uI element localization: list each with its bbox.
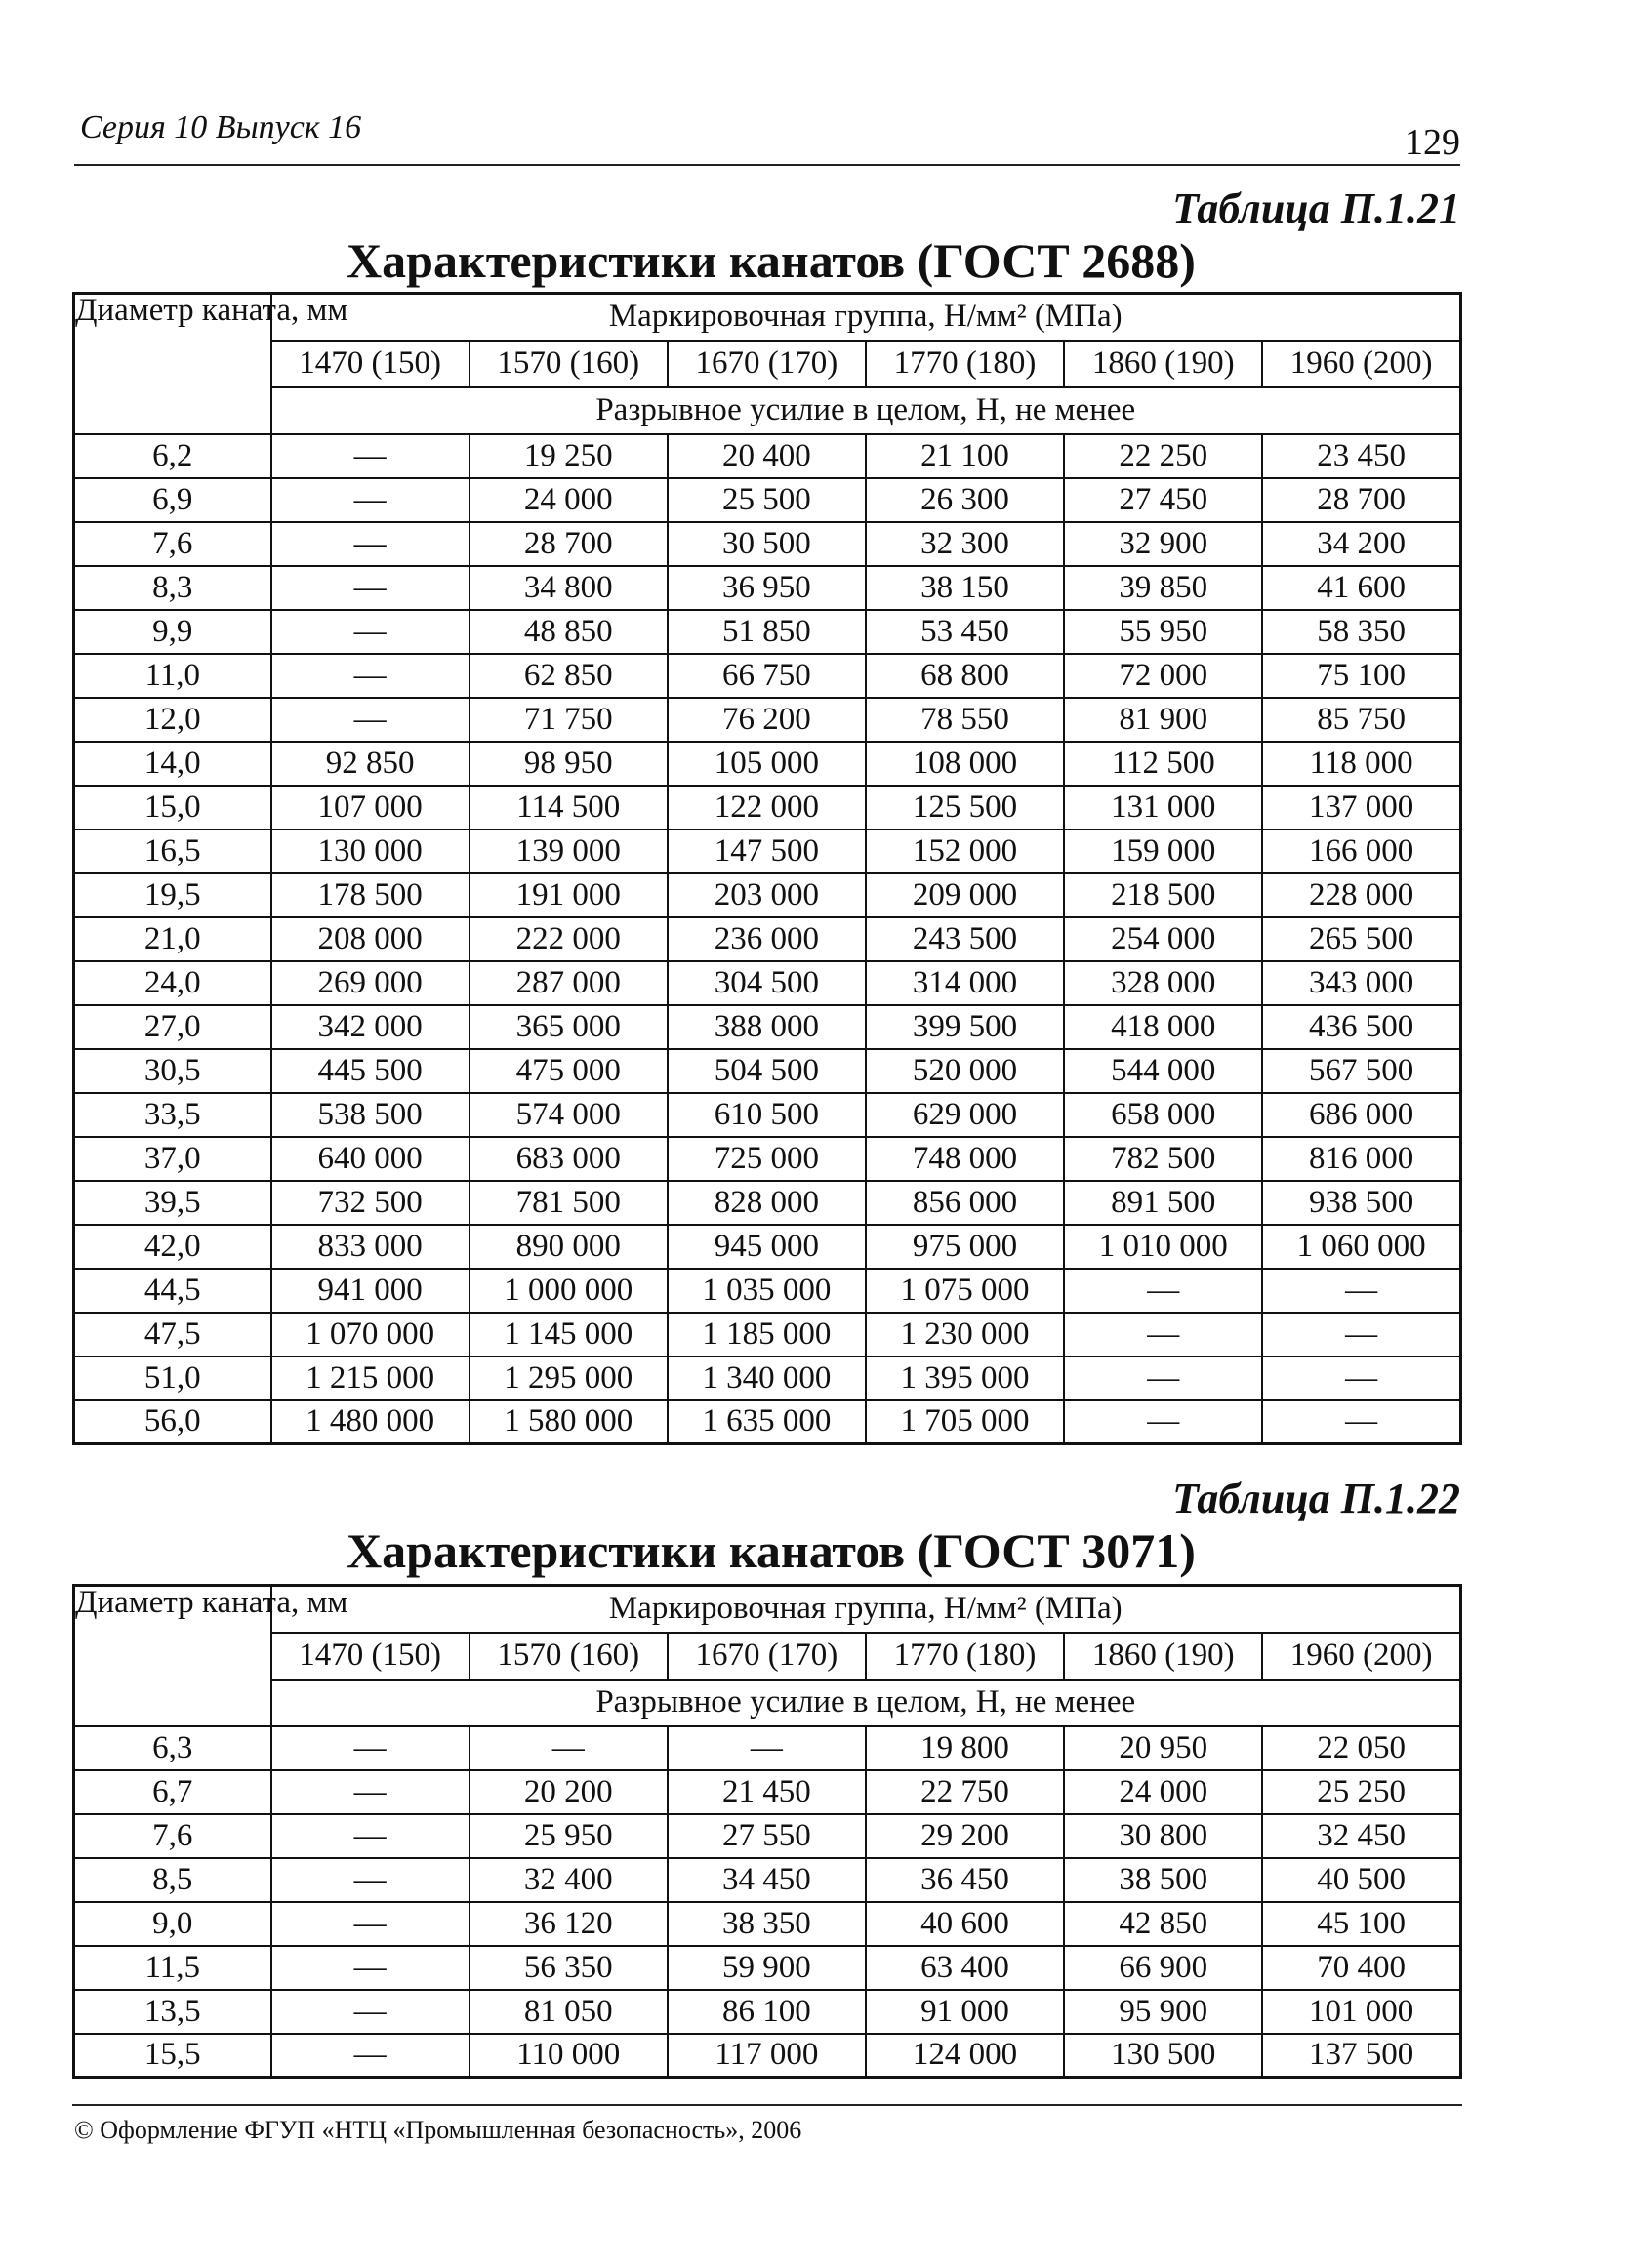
force-cell: 72 000 <box>1064 654 1262 698</box>
force-cell: 781 500 <box>470 1181 668 1225</box>
table-row <box>74 1902 1461 1946</box>
force-cell: 41 600 <box>1262 566 1460 610</box>
force-cell: 1 480 000 <box>271 1400 470 1444</box>
force-cell: 55 950 <box>1064 610 1262 654</box>
force-cell: 34 200 <box>1262 522 1460 566</box>
force-cell: 26 300 <box>866 478 1064 522</box>
diameter-cell: 39,5 <box>74 1181 271 1225</box>
force-cell: 304 500 <box>668 961 866 1005</box>
table1-gost-2688 <box>72 292 1462 1445</box>
force-cell: 782 500 <box>1064 1137 1262 1181</box>
force-cell: 56 350 <box>470 1946 668 1990</box>
force-cell: — <box>1262 1357 1460 1400</box>
force-cell: 748 000 <box>866 1137 1064 1181</box>
force-cell: 45 100 <box>1262 1902 1460 1946</box>
force-cell: 38 350 <box>668 1902 866 1946</box>
table1-group-col: 1860 (190) <box>1064 341 1262 387</box>
table-row <box>74 1946 1461 1990</box>
force-cell: 19 800 <box>866 1726 1064 1770</box>
force-cell: 945 000 <box>668 1225 866 1269</box>
force-cell: 25 950 <box>470 1814 668 1858</box>
force-cell: 130 000 <box>271 830 470 873</box>
force-cell: 86 100 <box>668 1990 866 2034</box>
force-cell: 222 000 <box>470 917 668 961</box>
diameter-cell: 27,0 <box>74 1005 271 1049</box>
force-cell: 475 000 <box>470 1049 668 1093</box>
force-cell: — <box>1262 1313 1460 1357</box>
force-cell: 117 000 <box>668 2034 866 2078</box>
diameter-cell: 6,3 <box>74 1726 271 1770</box>
force-cell: — <box>271 1946 470 1990</box>
table2-group-col: 1960 (200) <box>1262 1633 1460 1680</box>
series-label: Серия 10 Выпуск 16 <box>80 109 362 145</box>
force-cell: 178 500 <box>271 873 470 917</box>
force-cell: 1 395 000 <box>866 1357 1064 1400</box>
diameter-cell: 47,5 <box>74 1313 271 1357</box>
force-cell: 107 000 <box>271 786 470 830</box>
force-cell: 1 070 000 <box>271 1313 470 1357</box>
force-cell: 828 000 <box>668 1181 866 1225</box>
diameter-cell: 6,2 <box>74 434 271 478</box>
table2-caption: Таблица П.1.22 <box>1172 1475 1460 1522</box>
table2-body <box>74 1586 1461 2078</box>
force-cell: 23 450 <box>1262 434 1460 478</box>
force-cell: 66 750 <box>668 654 866 698</box>
force-cell: 1 000 000 <box>470 1269 668 1313</box>
force-cell: 1 340 000 <box>668 1357 866 1400</box>
force-cell: 110 000 <box>470 2034 668 2078</box>
table-row <box>74 1814 1461 1858</box>
table-row <box>74 2034 1461 2078</box>
force-cell: 856 000 <box>866 1181 1064 1225</box>
table-row <box>74 698 1461 742</box>
force-cell: 209 000 <box>866 873 1064 917</box>
force-cell: 1 145 000 <box>470 1313 668 1357</box>
force-cell: 147 500 <box>668 830 866 873</box>
force-cell: 941 000 <box>271 1269 470 1313</box>
force-cell: 418 000 <box>1064 1005 1262 1049</box>
diameter-cell: 12,0 <box>74 698 271 742</box>
force-cell: — <box>271 1814 470 1858</box>
force-cell: — <box>470 1726 668 1770</box>
copyright-footer: © Оформление ФГУП «НТЦ «Промышленная безопасность», 2006 <box>74 2116 802 2144</box>
force-cell: 112 500 <box>1064 742 1262 786</box>
force-cell: 22 750 <box>866 1770 1064 1814</box>
force-cell: 91 000 <box>866 1990 1064 2034</box>
table-row <box>74 1181 1461 1225</box>
force-cell: 81 050 <box>470 1990 668 2034</box>
force-cell: 236 000 <box>668 917 866 961</box>
force-cell: — <box>271 2034 470 2078</box>
table-row <box>74 1858 1461 1902</box>
force-cell: 1 060 000 <box>1262 1225 1460 1269</box>
table-row <box>74 1093 1461 1137</box>
table-row <box>74 610 1461 654</box>
table-row <box>74 1049 1461 1093</box>
diameter-cell: 6,9 <box>74 478 271 522</box>
diameter-cell: 16,5 <box>74 830 271 873</box>
table-row <box>74 1225 1461 1269</box>
force-cell: 36 950 <box>668 566 866 610</box>
force-cell: 27 450 <box>1064 478 1262 522</box>
force-cell: 243 500 <box>866 917 1064 961</box>
force-cell: — <box>668 1726 866 1770</box>
force-cell: 254 000 <box>1064 917 1262 961</box>
force-cell: 343 000 <box>1262 961 1460 1005</box>
diameter-cell: 24,0 <box>74 961 271 1005</box>
force-cell: 1 580 000 <box>470 1400 668 1444</box>
force-cell: 388 000 <box>668 1005 866 1049</box>
force-cell: 504 500 <box>668 1049 866 1093</box>
table-row <box>74 1269 1461 1313</box>
force-cell: 159 000 <box>1064 830 1262 873</box>
force-cell: — <box>271 1902 470 1946</box>
force-cell: — <box>271 434 470 478</box>
force-cell: 40 500 <box>1262 1858 1460 1902</box>
force-cell: 32 450 <box>1262 1814 1460 1858</box>
table-row <box>74 961 1461 1005</box>
diameter-cell: 7,6 <box>74 1814 271 1858</box>
force-cell: — <box>1064 1313 1262 1357</box>
force-cell: 725 000 <box>668 1137 866 1181</box>
force-cell: 130 500 <box>1064 2034 1262 2078</box>
force-cell: 1 035 000 <box>668 1269 866 1313</box>
force-cell: 29 200 <box>866 1814 1064 1858</box>
force-cell: 51 850 <box>668 610 866 654</box>
force-cell: 890 000 <box>470 1225 668 1269</box>
force-cell: 445 500 <box>271 1049 470 1093</box>
diameter-cell: 15,0 <box>74 786 271 830</box>
table-row <box>74 1990 1461 2034</box>
force-cell: 40 600 <box>866 1902 1064 1946</box>
force-cell: 732 500 <box>271 1181 470 1225</box>
force-cell: 658 000 <box>1064 1093 1262 1137</box>
table2-group-col: 1670 (170) <box>668 1633 866 1680</box>
diameter-cell: 37,0 <box>74 1137 271 1181</box>
force-cell: 78 550 <box>866 698 1064 742</box>
force-cell: 314 000 <box>866 961 1064 1005</box>
force-cell: 20 200 <box>470 1770 668 1814</box>
force-cell: — <box>271 566 470 610</box>
force-cell: 95 900 <box>1064 1990 1262 2034</box>
force-cell: 71 750 <box>470 698 668 742</box>
force-cell: — <box>271 610 470 654</box>
force-cell: 265 500 <box>1262 917 1460 961</box>
force-cell: 1 185 000 <box>668 1313 866 1357</box>
force-cell: — <box>271 1990 470 2034</box>
force-cell: — <box>271 698 470 742</box>
force-cell: 21 450 <box>668 1770 866 1814</box>
force-cell: 137 000 <box>1262 786 1460 830</box>
force-cell: 30 800 <box>1064 1814 1262 1858</box>
force-cell: 122 000 <box>668 786 866 830</box>
force-cell: 21 100 <box>866 434 1064 478</box>
force-cell: 19 250 <box>470 434 668 478</box>
table-row <box>74 566 1461 610</box>
force-cell: 98 950 <box>470 742 668 786</box>
force-cell: 101 000 <box>1262 1990 1460 2034</box>
force-cell: 22 250 <box>1064 434 1262 478</box>
force-cell: 269 000 <box>271 961 470 1005</box>
force-cell: 25 500 <box>668 478 866 522</box>
force-cell: — <box>1262 1400 1460 1444</box>
force-cell: 63 400 <box>866 1946 1064 1990</box>
table-row <box>74 1400 1461 1444</box>
force-cell: 28 700 <box>1262 478 1460 522</box>
force-cell: 34 450 <box>668 1858 866 1902</box>
table2-group-col: 1860 (190) <box>1064 1633 1262 1680</box>
footer-divider <box>72 2104 1462 2106</box>
table1-group-col: 1960 (200) <box>1262 341 1460 387</box>
diameter-cell: 33,5 <box>74 1093 271 1137</box>
force-cell: 48 850 <box>470 610 668 654</box>
force-cell: 567 500 <box>1262 1049 1460 1093</box>
table1-group-col: 1770 (180) <box>866 341 1064 387</box>
diameter-cell: 8,3 <box>74 566 271 610</box>
diameter-cell: 21,0 <box>74 917 271 961</box>
diameter-cell: 15,5 <box>74 2034 271 2078</box>
diameter-cell: 7,6 <box>74 522 271 566</box>
force-cell: 34 800 <box>470 566 668 610</box>
diameter-cell: 19,5 <box>74 873 271 917</box>
table2-force-header: Разрывное усилие в целом, Н, не менее <box>271 1680 1461 1726</box>
force-cell: 436 500 <box>1262 1005 1460 1049</box>
diameter-cell: 44,5 <box>74 1269 271 1313</box>
table2-group-col: 1770 (180) <box>866 1633 1064 1680</box>
table-row <box>74 522 1461 566</box>
diameter-cell: 11,5 <box>74 1946 271 1990</box>
force-cell: 76 200 <box>668 698 866 742</box>
force-cell: — <box>1064 1269 1262 1313</box>
force-cell: 208 000 <box>271 917 470 961</box>
force-cell: 139 000 <box>470 830 668 873</box>
force-cell: 59 900 <box>668 1946 866 1990</box>
table1-group-col: 1670 (170) <box>668 341 866 387</box>
force-cell: 32 900 <box>1064 522 1262 566</box>
diameter-cell: 6,7 <box>74 1770 271 1814</box>
table-row <box>74 830 1461 873</box>
diameter-cell: 9,9 <box>74 610 271 654</box>
force-cell: 125 500 <box>866 786 1064 830</box>
force-cell: 20 400 <box>668 434 866 478</box>
force-cell: — <box>1262 1269 1460 1313</box>
table1-diameter-header: Диаметр каната, мм <box>74 294 271 434</box>
diameter-cell: 8,5 <box>74 1858 271 1902</box>
force-cell: 1 635 000 <box>668 1400 866 1444</box>
force-cell: — <box>1064 1357 1262 1400</box>
force-cell: 287 000 <box>470 961 668 1005</box>
table2-title: Характеристики канатов (ГОСТ 3071) <box>347 1523 1196 1578</box>
table-row <box>74 1313 1461 1357</box>
force-cell: 191 000 <box>470 873 668 917</box>
table2-group-col: 1570 (160) <box>470 1633 668 1680</box>
diameter-cell: 42,0 <box>74 1225 271 1269</box>
force-cell: 62 850 <box>470 654 668 698</box>
force-cell: 816 000 <box>1262 1137 1460 1181</box>
force-cell: 342 000 <box>271 1005 470 1049</box>
diameter-cell: 51,0 <box>74 1357 271 1400</box>
table-row <box>74 786 1461 830</box>
force-cell: 1 010 000 <box>1064 1225 1262 1269</box>
force-cell: 32 400 <box>470 1858 668 1902</box>
diameter-cell: 56,0 <box>74 1400 271 1444</box>
force-cell: 399 500 <box>866 1005 1064 1049</box>
force-cell: — <box>1064 1400 1262 1444</box>
force-cell: 70 400 <box>1262 1946 1460 1990</box>
table-row <box>74 742 1461 786</box>
force-cell: — <box>271 478 470 522</box>
force-cell: 27 550 <box>668 1814 866 1858</box>
force-cell: 85 750 <box>1262 698 1460 742</box>
force-cell: 137 500 <box>1262 2034 1460 2078</box>
force-cell: 203 000 <box>668 873 866 917</box>
force-cell: 105 000 <box>668 742 866 786</box>
force-cell: 544 000 <box>1064 1049 1262 1093</box>
force-cell: 683 000 <box>470 1137 668 1181</box>
force-cell: 365 000 <box>470 1005 668 1049</box>
table-row <box>74 1005 1461 1049</box>
force-cell: — <box>271 1726 470 1770</box>
force-cell: 228 000 <box>1262 873 1460 917</box>
force-cell: 68 800 <box>866 654 1064 698</box>
force-cell: 30 500 <box>668 522 866 566</box>
force-cell: 538 500 <box>271 1093 470 1137</box>
table-row <box>74 873 1461 917</box>
table-row <box>74 1137 1461 1181</box>
force-cell: 42 850 <box>1064 1902 1262 1946</box>
force-cell: 629 000 <box>866 1093 1064 1137</box>
force-cell: 81 900 <box>1064 698 1262 742</box>
force-cell: 20 950 <box>1064 1726 1262 1770</box>
table2-diameter-header: Диаметр каната, мм <box>74 1586 271 1726</box>
force-cell: 891 500 <box>1064 1181 1262 1225</box>
force-cell: 328 000 <box>1064 961 1262 1005</box>
force-cell: 25 250 <box>1262 1770 1460 1814</box>
table-row <box>74 1726 1461 1770</box>
force-cell: 22 050 <box>1262 1726 1460 1770</box>
force-cell: 36 120 <box>470 1902 668 1946</box>
force-cell: 166 000 <box>1262 830 1460 873</box>
force-cell: — <box>271 654 470 698</box>
table1-group-header: Маркировочная группа, Н/мм² (МПа) <box>271 294 1461 341</box>
table1-caption: Таблица П.1.21 <box>1172 184 1460 232</box>
force-cell: 1 215 000 <box>271 1357 470 1400</box>
table2-group-header: Маркировочная группа, Н/мм² (МПа) <box>271 1586 1461 1633</box>
table1-group-col: 1570 (160) <box>470 341 668 387</box>
force-cell: 1 230 000 <box>866 1313 1064 1357</box>
force-cell: 75 100 <box>1262 654 1460 698</box>
force-cell: 574 000 <box>470 1093 668 1137</box>
force-cell: 124 000 <box>866 2034 1064 2078</box>
force-cell: 1 075 000 <box>866 1269 1064 1313</box>
force-cell: 108 000 <box>866 742 1064 786</box>
table2-group-col: 1470 (150) <box>271 1633 470 1680</box>
force-cell: 833 000 <box>271 1225 470 1269</box>
force-cell: 975 000 <box>866 1225 1064 1269</box>
diameter-cell: 14,0 <box>74 742 271 786</box>
force-cell: 28 700 <box>470 522 668 566</box>
force-cell: 24 000 <box>470 478 668 522</box>
table-row <box>74 654 1461 698</box>
force-cell: 1 705 000 <box>866 1400 1064 1444</box>
force-cell: 66 900 <box>1064 1946 1262 1990</box>
force-cell: 686 000 <box>1262 1093 1460 1137</box>
force-cell: 38 500 <box>1064 1858 1262 1902</box>
force-cell: 58 350 <box>1262 610 1460 654</box>
force-cell: 152 000 <box>866 830 1064 873</box>
table-row <box>74 1357 1461 1400</box>
force-cell: 640 000 <box>271 1137 470 1181</box>
force-cell: 24 000 <box>1064 1770 1262 1814</box>
table-row <box>74 917 1461 961</box>
table1-force-header: Разрывное усилие в целом, Н, не менее <box>271 387 1461 434</box>
force-cell: 1 295 000 <box>470 1357 668 1400</box>
table-row <box>74 434 1461 478</box>
force-cell: 36 450 <box>866 1858 1064 1902</box>
diameter-cell: 13,5 <box>74 1990 271 2034</box>
force-cell: 218 500 <box>1064 873 1262 917</box>
force-cell: 114 500 <box>470 786 668 830</box>
force-cell: 92 850 <box>271 742 470 786</box>
force-cell: — <box>271 522 470 566</box>
force-cell: 38 150 <box>866 566 1064 610</box>
table2-gost-3071 <box>72 1584 1462 2079</box>
page-number: 129 <box>1405 122 1460 163</box>
force-cell: 610 500 <box>668 1093 866 1137</box>
force-cell: 39 850 <box>1064 566 1262 610</box>
force-cell: 131 000 <box>1064 786 1262 830</box>
diameter-cell: 11,0 <box>74 654 271 698</box>
diameter-cell: 30,5 <box>74 1049 271 1093</box>
force-cell: 520 000 <box>866 1049 1064 1093</box>
diameter-cell: 9,0 <box>74 1902 271 1946</box>
force-cell: — <box>271 1858 470 1902</box>
force-cell: 53 450 <box>866 610 1064 654</box>
table1-body <box>74 294 1461 1444</box>
force-cell: — <box>271 1770 470 1814</box>
table-row <box>74 1770 1461 1814</box>
table1-group-col: 1470 (150) <box>271 341 470 387</box>
force-cell: 938 500 <box>1262 1181 1460 1225</box>
force-cell: 32 300 <box>866 522 1064 566</box>
page-header <box>74 107 1460 166</box>
force-cell: 118 000 <box>1262 742 1460 786</box>
table1-title: Характеристики канатов (ГОСТ 2688) <box>347 233 1196 288</box>
table-row <box>74 478 1461 522</box>
